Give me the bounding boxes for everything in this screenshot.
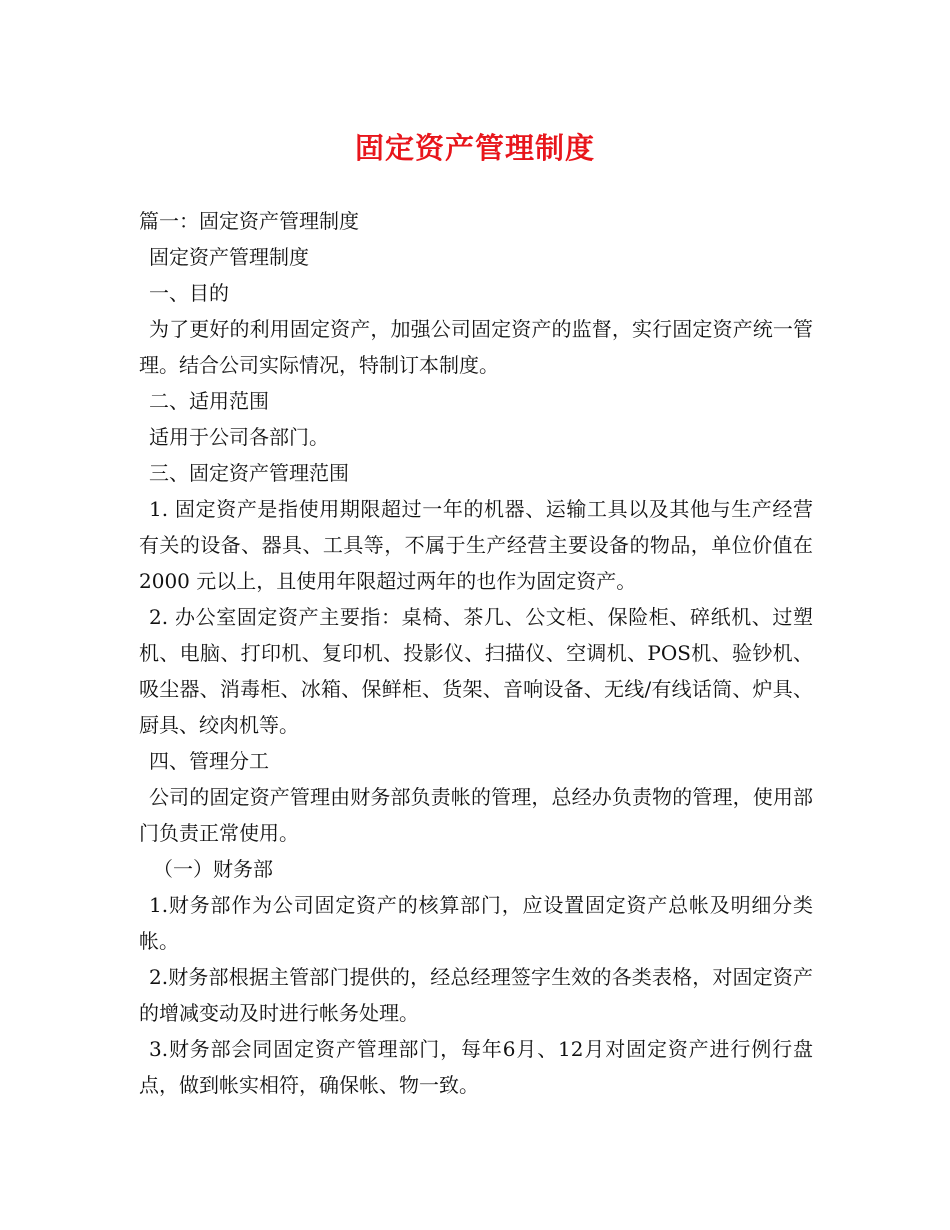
paragraph: 公司的固定资产管理由财务部负责帐的管理，总经办负责物的管理，使用部门负责正常使用。 (139, 785, 813, 845)
section-heading: 三、固定资产管理范围 (149, 461, 349, 485)
paragraph: 1. 固定资产是指使用期限超过一年的机器、运输工具以及其他与生产经营有关的设备、器具、工具等，不属于生产经营主要设备的物品，单位价值在2000 元以上，且使用年限超过两年的也作为固定资产。 (139, 497, 813, 593)
paragraph: 为了更好的利用固定资产，加强公司固定资产的监督，实行固定资产统一管理。结合公司实际情况，特制订本制度。 (139, 317, 813, 377)
section-heading: 四、管理分工 (149, 749, 269, 773)
section-heading: 篇一：固定资产管理制度 (139, 209, 359, 233)
paragraph: 2.财务部根据主管部门提供的，经总经理签字生效的各类表格，对固定资产的增减变动及时进行帐务处理。 (139, 965, 813, 1025)
document-title: 固定资产管理制度 (354, 131, 595, 165)
subtitle: 固定资产管理制度 (149, 245, 309, 269)
subsection-heading: （一）财务部 (153, 857, 273, 881)
paragraph: 3.财务部会同固定资产管理部门，每年6月、12月对固定资产进行例行盘点，做到帐实相符，确保帐、物一致。 (139, 1037, 813, 1097)
paragraph: 适用于公司各部门。 (149, 425, 329, 449)
section-heading: 一、目的 (149, 281, 229, 305)
document-body (139, 203, 813, 1103)
paragraph: 1.财务部作为公司固定资产的核算部门，应设置固定资产总帐及明细分类帐。 (139, 893, 813, 953)
section-heading: 二、适用范围 (149, 389, 269, 413)
paragraph: 2. 办公室固定资产主要指：桌椅、茶几、公文柜、保险柜、碎纸机、过塑机、电脑、打印机、复印机、投影仪、扫描仪、空调机、POS机、验钞机、吸尘器、消毒柜、冰箱、保鲜柜、货架、音响设备、无线/有线话筒、炉具、厨具、绞肉机等。 (139, 605, 813, 737)
